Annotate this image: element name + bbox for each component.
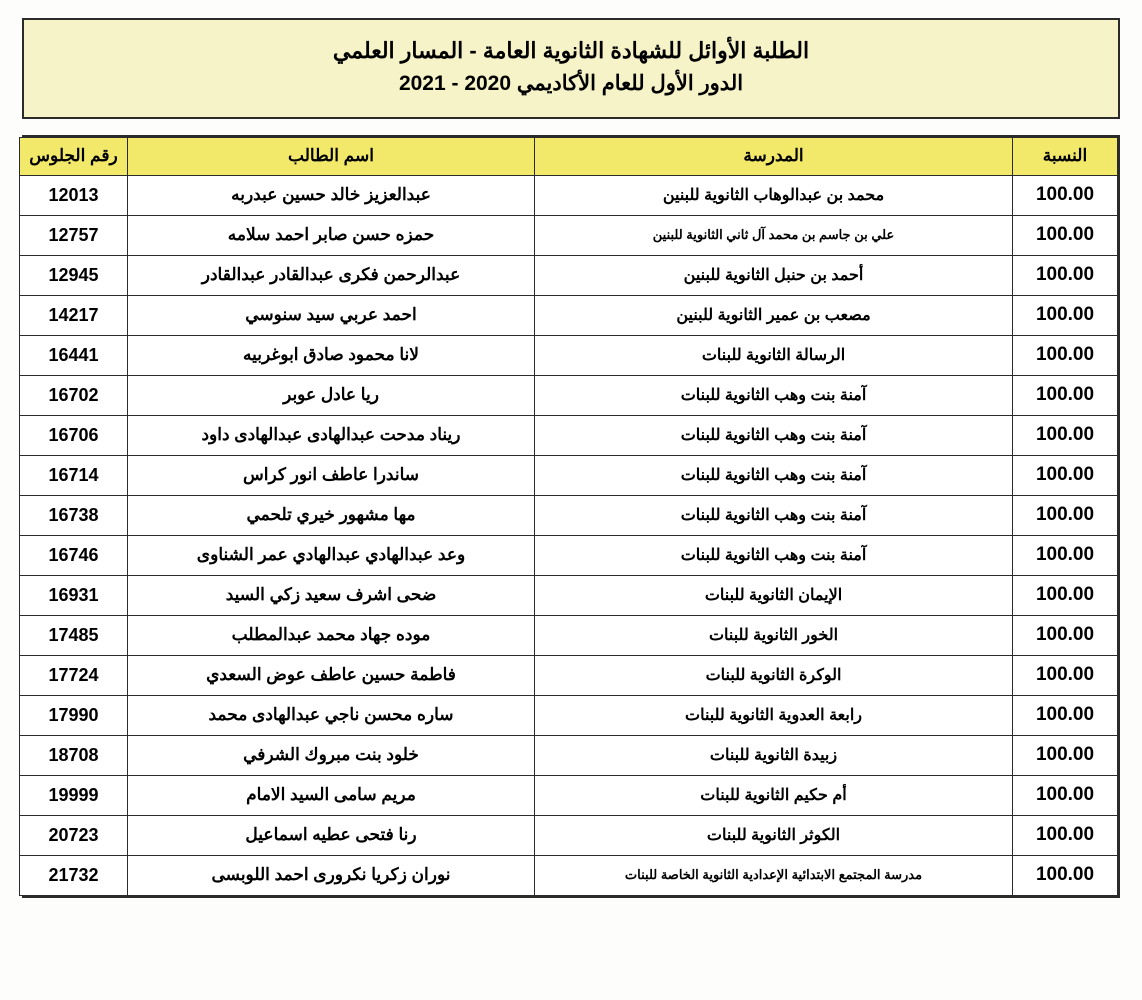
cell-percent: 100.00 [1013, 655, 1118, 695]
cell-percent: 100.00 [1013, 535, 1118, 575]
table-header [20, 137, 1118, 175]
cell-percent: 100.00 [1013, 215, 1118, 255]
cell-percent: 100.00 [1013, 615, 1118, 655]
cell-seat: 17485 [20, 615, 128, 655]
cell-student: ضحى اشرف سعيد زكي السيد [128, 575, 535, 615]
cell-percent: 100.00 [1013, 575, 1118, 615]
cell-school: الرسالة الثانوية للبنات [535, 335, 1013, 375]
cell-seat: 20723 [20, 815, 128, 855]
cell-seat: 16702 [20, 375, 128, 415]
table-row [20, 175, 1118, 215]
table-row [20, 295, 1118, 335]
cell-student: ريا عادل عوبر [128, 375, 535, 415]
table-row [20, 255, 1118, 295]
title-banner [22, 18, 1120, 119]
cell-seat: 16714 [20, 455, 128, 495]
table-row [20, 535, 1118, 575]
cell-seat: 12013 [20, 175, 128, 215]
table-row [20, 615, 1118, 655]
column-header-percent: النسبة [1013, 137, 1118, 175]
column-header-school: المدرسة [535, 137, 1013, 175]
cell-school: آمنة بنت وهب الثانوية للبنات [535, 495, 1013, 535]
cell-school: زبيدة الثانوية للبنات [535, 735, 1013, 775]
cell-seat: 16441 [20, 335, 128, 375]
table-row [20, 495, 1118, 535]
cell-percent: 100.00 [1013, 775, 1118, 815]
cell-school: الوكرة الثانوية للبنات [535, 655, 1013, 695]
cell-student: مريم سامى السيد الامام [128, 775, 535, 815]
cell-percent: 100.00 [1013, 295, 1118, 335]
cell-student: لانا محمود صادق ابوغربيه [128, 335, 535, 375]
cell-student: نوران زكريا نكرورى احمد اللوبسى [128, 855, 535, 895]
cell-school: آمنة بنت وهب الثانوية للبنات [535, 375, 1013, 415]
table-row [20, 855, 1118, 895]
cell-school: محمد بن عبدالوهاب الثانوية للبنين [535, 175, 1013, 215]
cell-percent: 100.00 [1013, 415, 1118, 455]
cell-school: رابعة العدوية الثانوية للبنات [535, 695, 1013, 735]
document-title-primary: الطلبة الأوائل للشهادة الثانوية العامة - المسار العلمي [332, 38, 810, 63]
cell-school: الكوثر الثانوية للبنات [535, 815, 1013, 855]
cell-school: الخور الثانوية للبنات [535, 615, 1013, 655]
cell-seat: 16738 [20, 495, 128, 535]
cell-school: آمنة بنت وهب الثانوية للبنات [535, 535, 1013, 575]
table-row [20, 815, 1118, 855]
table-row [20, 215, 1118, 255]
table-header-row [20, 137, 1118, 175]
cell-percent: 100.00 [1013, 815, 1118, 855]
cell-student: ريناد مدحت عبدالهادى عبدالهادى داود [128, 415, 535, 455]
cell-percent: 100.00 [1013, 455, 1118, 495]
cell-student: حمزه حسن صابر احمد سلامه [128, 215, 535, 255]
document-title-secondary: الدور الأول للعام الأكاديمي 2020 - 2021 [398, 72, 744, 95]
table-row [20, 575, 1118, 615]
column-header-student: اسم الطالب [128, 137, 535, 175]
cell-seat: 14217 [20, 295, 128, 335]
cell-student: خلود بنت مبروك الشرفي [128, 735, 535, 775]
cell-percent: 100.00 [1013, 375, 1118, 415]
cell-percent: 100.00 [1013, 255, 1118, 295]
cell-student: ساره محسن ناجي عبدالهادى محمد [128, 695, 535, 735]
cell-school: مصعب بن عمير الثانوية للبنين [535, 295, 1013, 335]
cell-seat: 12757 [20, 215, 128, 255]
cell-seat: 21732 [20, 855, 128, 895]
cell-school: أم حكيم الثانوية للبنات [535, 775, 1013, 815]
cell-school: آمنة بنت وهب الثانوية للبنات [535, 455, 1013, 495]
cell-student: فاطمة حسين عاطف عوض السعدي [128, 655, 535, 695]
table-row [20, 735, 1118, 775]
cell-student: وعد عبدالهادي عبدالهادي عمر الشناوى [128, 535, 535, 575]
cell-seat: 12945 [20, 255, 128, 295]
cell-student: موده جهاد محمد عبدالمطلب [128, 615, 535, 655]
table-body [20, 175, 1118, 895]
table-row [20, 415, 1118, 455]
cell-seat: 17990 [20, 695, 128, 735]
cell-school: مدرسة المجتمع الابتدائية الإعدادية الثانوية الخاصة للبنات [535, 855, 1013, 895]
cell-student: مها مشهور خيري تلحمي [128, 495, 535, 535]
cell-percent: 100.00 [1013, 695, 1118, 735]
cell-percent: 100.00 [1013, 495, 1118, 535]
cell-seat: 16931 [20, 575, 128, 615]
table-row [20, 655, 1118, 695]
table-row [20, 775, 1118, 815]
cell-student: عبدالرحمن فكرى عبدالقادر عبدالقادر [128, 255, 535, 295]
cell-seat: 18708 [20, 735, 128, 775]
cell-student: رنا فتحى عطيه اسماعيل [128, 815, 535, 855]
cell-school: الإيمان الثانوية للبنات [535, 575, 1013, 615]
table-row [20, 455, 1118, 495]
cell-percent: 100.00 [1013, 175, 1118, 215]
cell-percent: 100.00 [1013, 855, 1118, 895]
cell-percent: 100.00 [1013, 735, 1118, 775]
cell-seat: 19999 [20, 775, 128, 815]
cell-seat: 16746 [20, 535, 128, 575]
table-row [20, 375, 1118, 415]
cell-percent: 100.00 [1013, 335, 1118, 375]
cell-seat: 17724 [20, 655, 128, 695]
cell-student: احمد عربي سيد سنوسي [128, 295, 535, 335]
table-row [20, 695, 1118, 735]
column-header-seat: رقم الجلوس [20, 137, 128, 175]
cell-school: أحمد بن حنبل الثانوية للبنين [535, 255, 1013, 295]
table-row [20, 335, 1118, 375]
cell-seat: 16706 [20, 415, 128, 455]
cell-student: عبدالعزيز خالد حسين عبدربه [128, 175, 535, 215]
cell-school: علي بن جاسم بن محمد آل ثاني الثانوية للبنين [535, 215, 1013, 255]
results-table-container [22, 135, 1120, 898]
results-table [19, 137, 1118, 896]
cell-school: آمنة بنت وهب الثانوية للبنات [535, 415, 1013, 455]
cell-student: ساندرا عاطف انور كراس [128, 455, 535, 495]
